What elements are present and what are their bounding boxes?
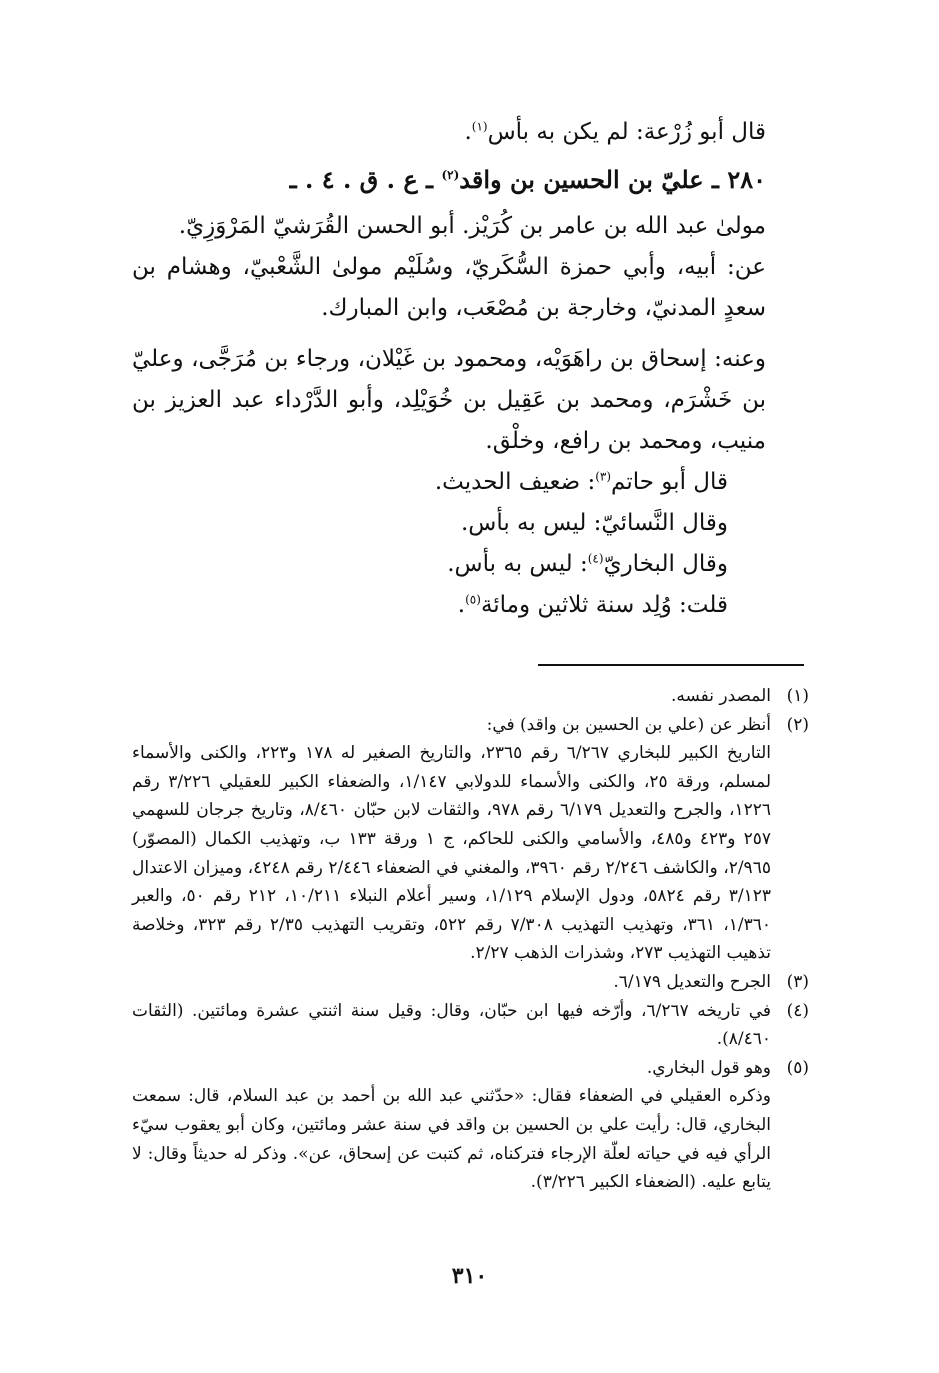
paragraph-students: وعنه: إسحاق بن راهَوَيْه، ومحمود بن غَيْلان، ورجاء بن مُرَجَّى، وعليّ بن خَشْرَم، ومحمد بن عَقِيل بن خُوَيْلِد، وأبو الدَّرْداء عبد العزيز بن منيب، ومحمد بن رافع، وخلْق.: [132, 346, 766, 454]
footnote-text: في تاريخه ٦/٢٦٧، وأرّخه فيها ابن حبّان، وقال: وقيل سنة اثنتي عشرة ومائتين. (الثقات ٨/٤٦٠).: [132, 1000, 772, 1050]
footnote-4: [132, 997, 809, 1054]
footnote-number: (١): [786, 686, 809, 706]
q1-pre: قال أبو حاتم: [611, 469, 728, 495]
quote-nasai: وقال النَّسائيّ: ليس به بأس.: [460, 510, 728, 536]
footnote-ref-5: (٥): [465, 592, 481, 607]
q4-post: .: [457, 592, 466, 618]
footnote-divider: [538, 664, 804, 666]
line1-end: .: [464, 119, 472, 145]
q3-pre: وقال البخاريّ: [603, 551, 728, 577]
footnote-text: الجرح والتعديل ٦/١٧٩.: [613, 971, 771, 992]
footnote-2: [132, 711, 809, 740]
footnote-text: المصدر نفسه.: [670, 686, 771, 706]
q1-post: : ضعيف الحديث.: [434, 469, 596, 495]
quote-abu-hatim: [132, 462, 804, 503]
paragraph-lineage: مولىٰ عبد الله بن عامر بن كُرَيْز. أبو الحسن القُرَشيّ المَرْوَزِيّ.: [178, 213, 766, 239]
footnote-number: (٥): [786, 1057, 809, 1078]
footnote-ref-3: (٣): [595, 469, 612, 484]
footnote-ref-1: (١): [471, 119, 488, 134]
quote-bukhari: [132, 544, 804, 585]
line-abu-zura: [132, 112, 804, 153]
page-number: ٣١٠: [451, 1263, 488, 1289]
footnote-number: (٢): [786, 714, 809, 735]
footnote-ref-2: (٢): [441, 168, 460, 182]
q4-pre: قلت: وُلِد سنة ثلاثين ومائة: [480, 592, 728, 618]
footnote-text: أنظر عن (علي بن الحسين بن واقد) في:: [486, 714, 771, 735]
footnote-ref-4: (٤): [587, 551, 604, 566]
quote-author: [132, 585, 804, 626]
footnote-1: [132, 682, 809, 711]
footnote-5: [132, 1054, 809, 1083]
footnote-text: وهو قول البخاري.: [646, 1057, 771, 1078]
paragraph-teachers: عن: أبيه، وأبي حمزة السُّكَريّ، وسُلَيْم مولىٰ الشَّعْبيّ، وهشام بن سعدٍ المدنيّ، وخارجة بن مُصْعَب، وابن المبارك.: [132, 254, 766, 321]
footnote-5-details: وذكره العقيلي في الضعفاء فقال: «حدّثني عبد الله بن أحمد بن عبد السلام، قال: سمعت البخاري، قال: رأيت علي بن الحسين بن واقد في سنة عشر ومائتين، وكان أبو يعقوب سيّء الرأي فيه في حياته لعلّة الإرجاء فتركناه، ثم كتبت عن إسحاق، عن». وذكر له حديثاً وقال: لا يتابع عليه. (الضعفاء الكبير ٣/٢٢٦).: [132, 1086, 771, 1193]
q3-post: : ليس به بأس.: [447, 551, 588, 577]
entry-heading: [132, 159, 804, 200]
footnote-3: [132, 968, 809, 997]
entry-title: ٢٨٠ ـ عليّ بن الحسين بن واقد: [459, 165, 766, 194]
main-text: [132, 112, 804, 626]
line1-text: قال أبو زُرْعة: لم يكن به بأس: [487, 119, 766, 145]
footnote-number: (٤): [786, 1000, 809, 1021]
footnote-number: (٣): [786, 971, 809, 992]
entry-codes: ـ ع . ق . ٤ . ـ: [289, 165, 442, 194]
footnote-2-sources: التاريخ الكبير للبخاري ٦/٢٦٧ رقم ٢٣٦٥، والتاريخ الصغير له ١٧٨ و٢٢٣، والكنى والأسماء لمسلم، ورقة ٢٥، والكنى والأسماء للدولابي ١/١٤٧، والضعفاء الكبير للعقيلي ٣/٢٢٦ رقم ١٢٢٦، والجرح والتعديل ٦/١٧٩ رقم ٩٧٨، والثقات لابن حبّان ٨/٤٦٠، وتاريخ جرجان للسهمي ٢٥٧ و٤٢٣ و٤٨٥، والأسامي والكنى للحاكم، ج ١ ورقة ١٣٣ ب، وتهذيب الكمال (المصوّر) ٢/٩٦٥، والكاشف ٢/٢٤٦ رقم ٣٩٦٠، والمغني في الضعفاء ٢/٤٤٦ رقم ٤٢٤٨، وميزان الاعتدال ٣/١٢٣ رقم ٥٨٢٤، ودول الإسلام ١/١٢٩، وسير أعلام النبلاء ١٠/٢١١، ٢١٢ رقم ٥٠، والعبر ١/٣٦٠، ٣٦١، وتهذيب التهذيب ٧/٣٠٨ رقم ٥٢٢، وتقريب التهذيب ٢/٣٥ رقم ٣٢٣، وخلاصة تذهيب التهذيب ٢٧٣، وشذرات الذهب ٢/٢٧.: [132, 743, 772, 964]
footnotes: [132, 682, 809, 1197]
